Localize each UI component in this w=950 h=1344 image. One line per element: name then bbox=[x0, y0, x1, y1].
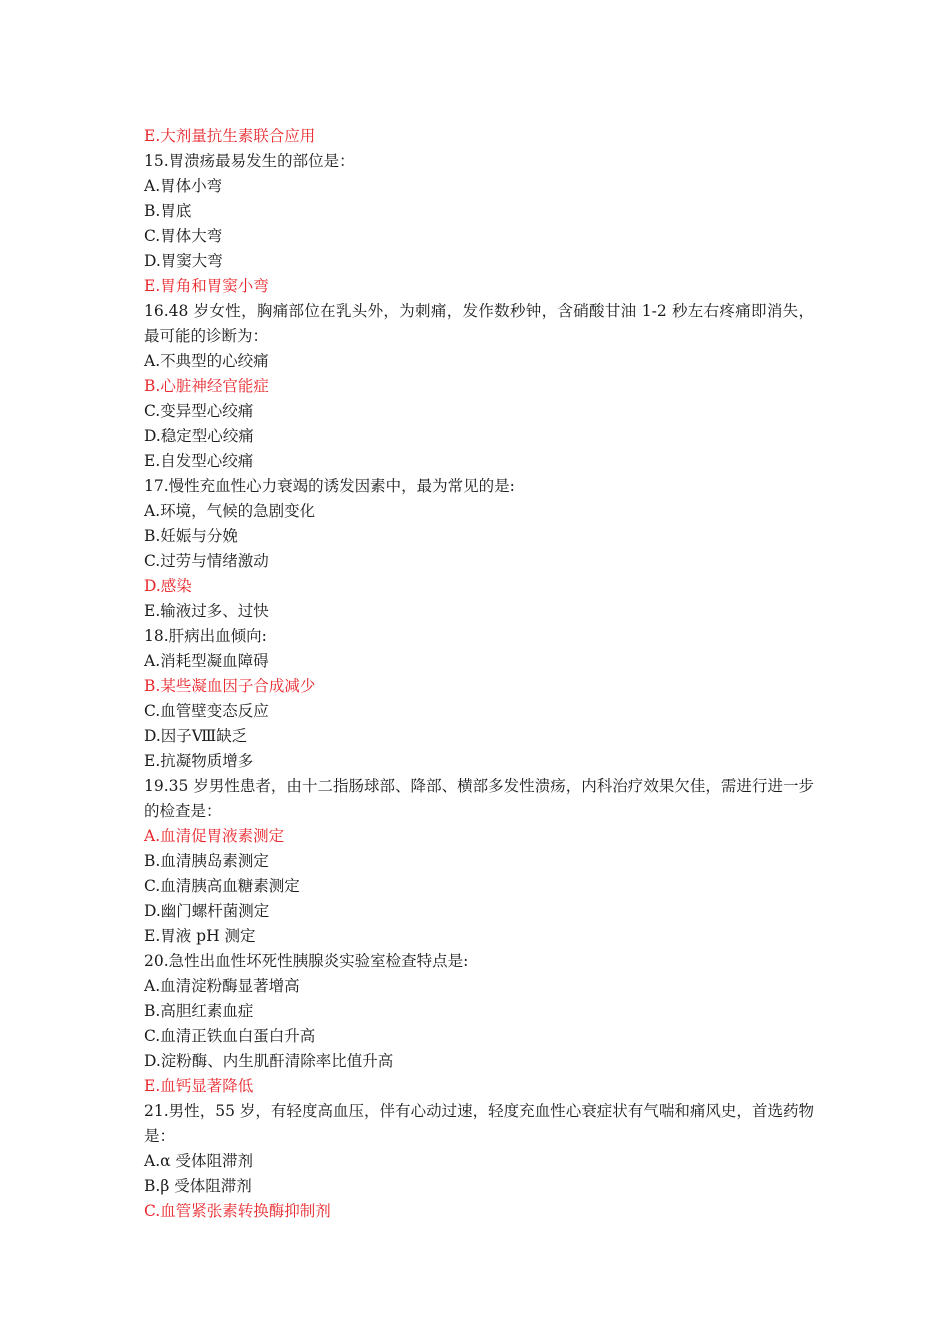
option-line: C.血清胰高血糖素测定 bbox=[144, 877, 300, 895]
question-stem: 17.慢性充血性心力衰竭的诱发因素中，最为常见的是: bbox=[144, 477, 515, 495]
option-line: E.自发型心绞痛 bbox=[144, 452, 254, 470]
option-line: B.β 受体阻滞剂 bbox=[144, 1177, 252, 1195]
option-line: A.消耗型凝血障碍 bbox=[144, 652, 269, 670]
option-line: D.稳定型心绞痛 bbox=[144, 427, 254, 445]
answer-option: B.某些凝血因子合成减少 bbox=[144, 677, 316, 695]
option-line: B.高胆红素血症 bbox=[144, 1002, 254, 1020]
option-line: D.胃窦大弯 bbox=[144, 252, 223, 270]
answer-option: E.大剂量抗生素联合应用 bbox=[144, 127, 316, 145]
question-stem: 18.肝病出血倾向: bbox=[144, 627, 267, 645]
option-line: D.幽门螺杆菌测定 bbox=[144, 902, 270, 920]
document-page bbox=[144, 124, 814, 1224]
option-line: C.过劳与情绪激动 bbox=[144, 552, 269, 570]
question-stem: 16.48 岁女性，胸痛部位在乳头外，为刺痛，发作数秒钟，含硝酸甘油 1-2 秒左右疼痛即消失，最可能的诊断为： bbox=[144, 302, 814, 345]
answer-option: C.血管紧张素转换酶抑制剂 bbox=[144, 1202, 331, 1220]
answer-option: B.心脏神经官能症 bbox=[144, 377, 269, 395]
option-line: B.血清胰岛素测定 bbox=[144, 852, 269, 870]
option-line: D.因子Ⅷ缺乏 bbox=[144, 727, 248, 745]
question-stem: 19.35 岁男性患者，由十二指肠球部、降部、横部多发性溃疡，内科治疗效果欠佳，需进行进一步的检查是： bbox=[144, 777, 814, 820]
option-line: A.胃体小弯 bbox=[144, 177, 223, 195]
question-stem: 15.胃溃疡最易发生的部位是： bbox=[144, 152, 355, 170]
option-line: A.α 受体阻滞剂 bbox=[144, 1152, 254, 1170]
option-line: D.淀粉酶、内生肌酐清除率比值升高 bbox=[144, 1052, 394, 1070]
question-stem: 20.急性出血性坏死性胰腺炎实验室检查特点是: bbox=[144, 952, 469, 970]
option-line: A.不典型的心绞痛 bbox=[144, 352, 269, 370]
answer-option: D.感染 bbox=[144, 577, 192, 595]
option-line: B.胃底 bbox=[144, 202, 192, 220]
option-line: A.环境，气候的急剧变化 bbox=[144, 502, 316, 520]
answer-option: A.血清促胃液素测定 bbox=[144, 827, 285, 845]
option-line: E.输液过多、过快 bbox=[144, 602, 269, 620]
option-line: B.妊娠与分娩 bbox=[144, 527, 238, 545]
option-line: C.血管壁变态反应 bbox=[144, 702, 269, 720]
option-line: C.血清正铁血白蛋白升高 bbox=[144, 1027, 316, 1045]
answer-option: E.胃角和胃窦小弯 bbox=[144, 277, 269, 295]
option-line: C.胃体大弯 bbox=[144, 227, 223, 245]
option-line: C.变异型心绞痛 bbox=[144, 402, 254, 420]
option-line: E.抗凝物质增多 bbox=[144, 752, 254, 770]
option-line: E.胃液 pH 测定 bbox=[144, 927, 256, 945]
option-line: A.血清淀粉酶显著增高 bbox=[144, 977, 300, 995]
answer-option: E.血钙显著降低 bbox=[144, 1077, 254, 1095]
question-stem: 21.男性，55 岁，有轻度高血压，伴有心动过速，轻度充血性心衰症状有气喘和痛风史，首选药物是： bbox=[144, 1102, 814, 1145]
